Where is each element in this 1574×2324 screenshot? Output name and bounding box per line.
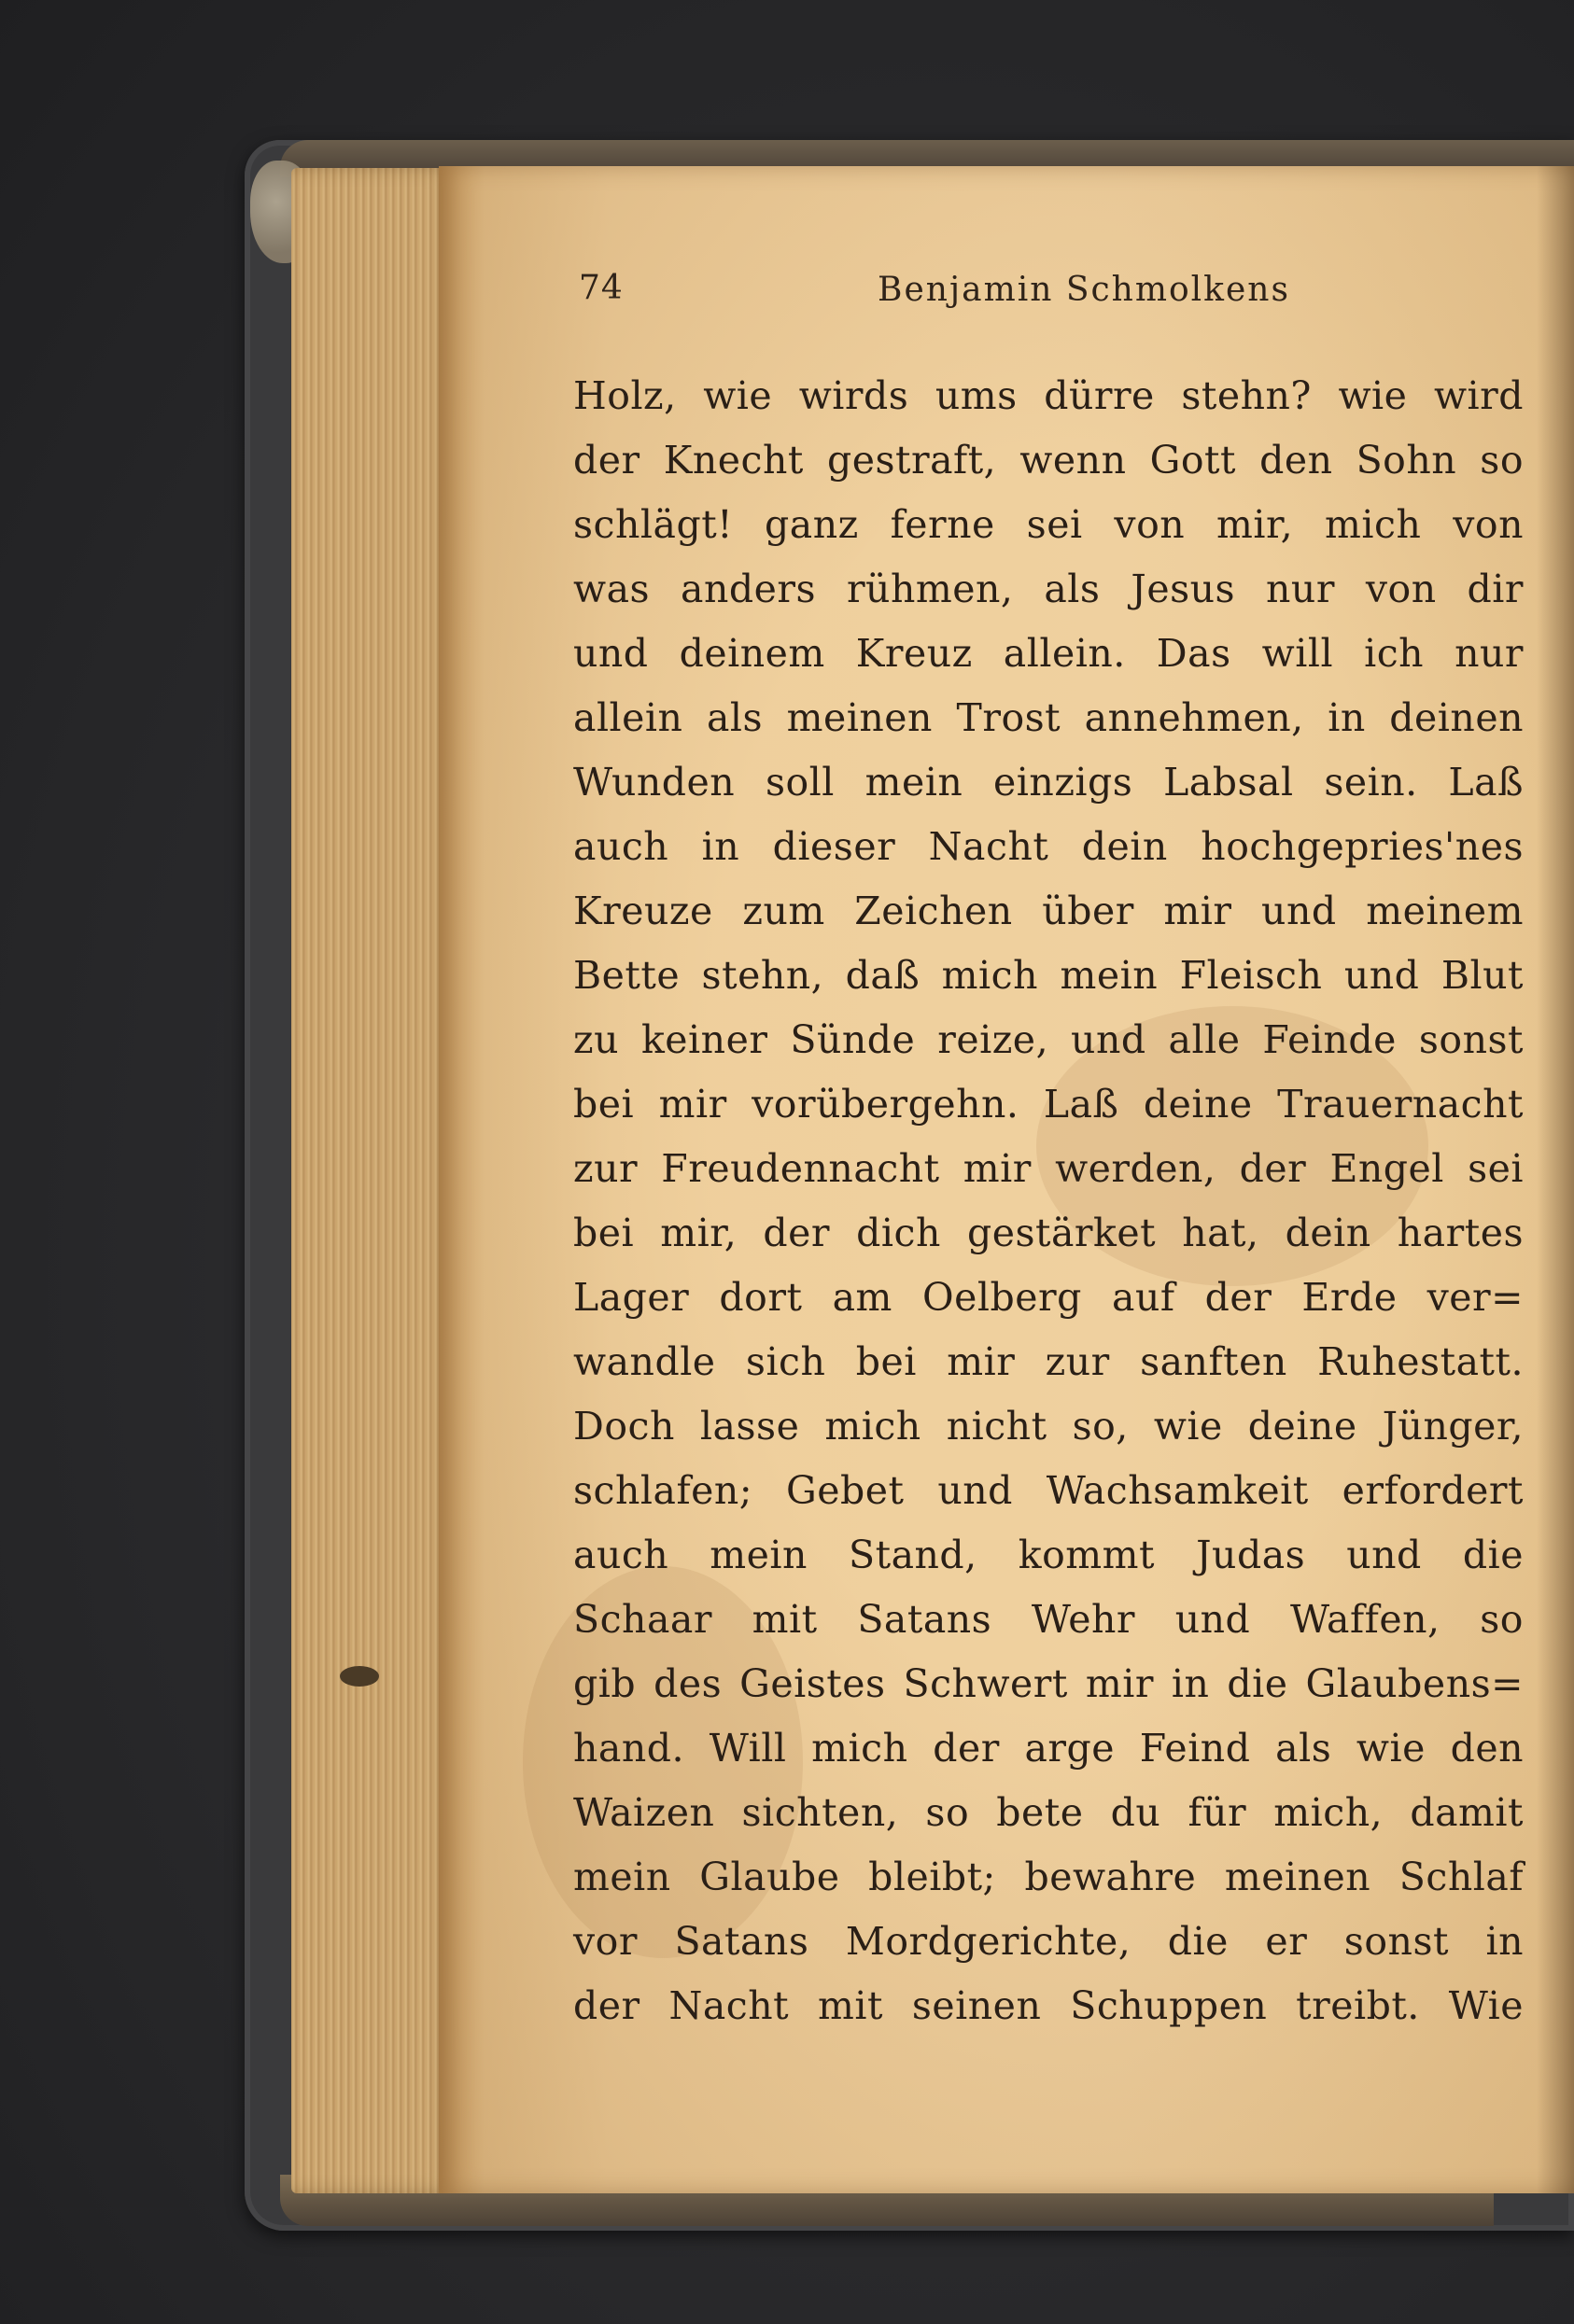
text-line: Wunden soll mein einzigs Labsal sein. Laß <box>573 760 1524 805</box>
text-line: Doch lasse mich nicht so, wie deine Jünger, <box>573 1404 1524 1449</box>
text-line: wandle sich bei mir zur sanften Ruhestatt. <box>573 1339 1524 1384</box>
text-line: was anders rühmen, als Jesus nur von dir <box>573 567 1524 611</box>
text-line: bei mir, der dich gestärket hat, dein hartes <box>573 1211 1524 1255</box>
body-text <box>573 364 1524 2038</box>
page-right-shadow <box>1537 166 1574 2193</box>
text-line: auch in dieser Nacht dein hochgepries'nes <box>573 824 1524 869</box>
text-line: bei mir vorübergehn. Laß deine Trauernacht <box>573 1082 1524 1127</box>
text-line: auch mein Stand, kommt Judas und die <box>573 1533 1524 1577</box>
text-line: Bette stehn, daß mich mein Fleisch und Blut <box>573 953 1524 998</box>
text-line: und deinem Kreuz allein. Das will ich nur <box>573 631 1524 676</box>
text-line: Schaar mit Satans Wehr und Waffen, so <box>573 1597 1524 1642</box>
text-line: Lager dort am Oelberg auf der Erde ver= <box>573 1275 1524 1320</box>
book-page <box>439 166 1574 2193</box>
text-line: mein Glaube bleibt; bewahre meinen Schlaf <box>573 1855 1524 1899</box>
text-line: zur Freudennacht mir werden, der Engel sei <box>573 1146 1524 1191</box>
page-block-edges <box>291 168 455 2193</box>
text-line: der Nacht mit seinen Schuppen treibt. Wie <box>573 1983 1524 2028</box>
text-line: schlafen; Gebet und Wachsamkeit erfordert <box>573 1468 1524 1513</box>
text-line: vor Satans Mordgerichte, die er sonst in <box>573 1919 1524 1964</box>
text-line: hand. Will mich der arge Feind als wie den <box>573 1726 1524 1771</box>
running-head: Benjamin Schmolkens <box>878 271 1290 309</box>
page-header <box>579 269 1512 325</box>
text-line: Waizen sichten, so bete du für mich, damit <box>573 1790 1524 1835</box>
text-line: schlägt! ganz ferne sei von mir, mich von <box>573 502 1524 547</box>
text-line: der Knecht gestraft, wenn Gott den Sohn so <box>573 438 1524 483</box>
text-line: gib des Geistes Schwert mir in die Glaubens= <box>573 1661 1524 1706</box>
page-number: 74 <box>579 269 624 307</box>
text-line: Kreuze zum Zeichen über mir und meinem <box>573 889 1524 933</box>
text-line: zu keiner Sünde reize, und alle Feinde sonst <box>573 1017 1524 1062</box>
text-line: Holz, wie wirds ums dürre stehn? wie wird <box>573 373 1524 418</box>
text-line: allein als meinen Trost annehmen, in deinen <box>573 695 1524 740</box>
